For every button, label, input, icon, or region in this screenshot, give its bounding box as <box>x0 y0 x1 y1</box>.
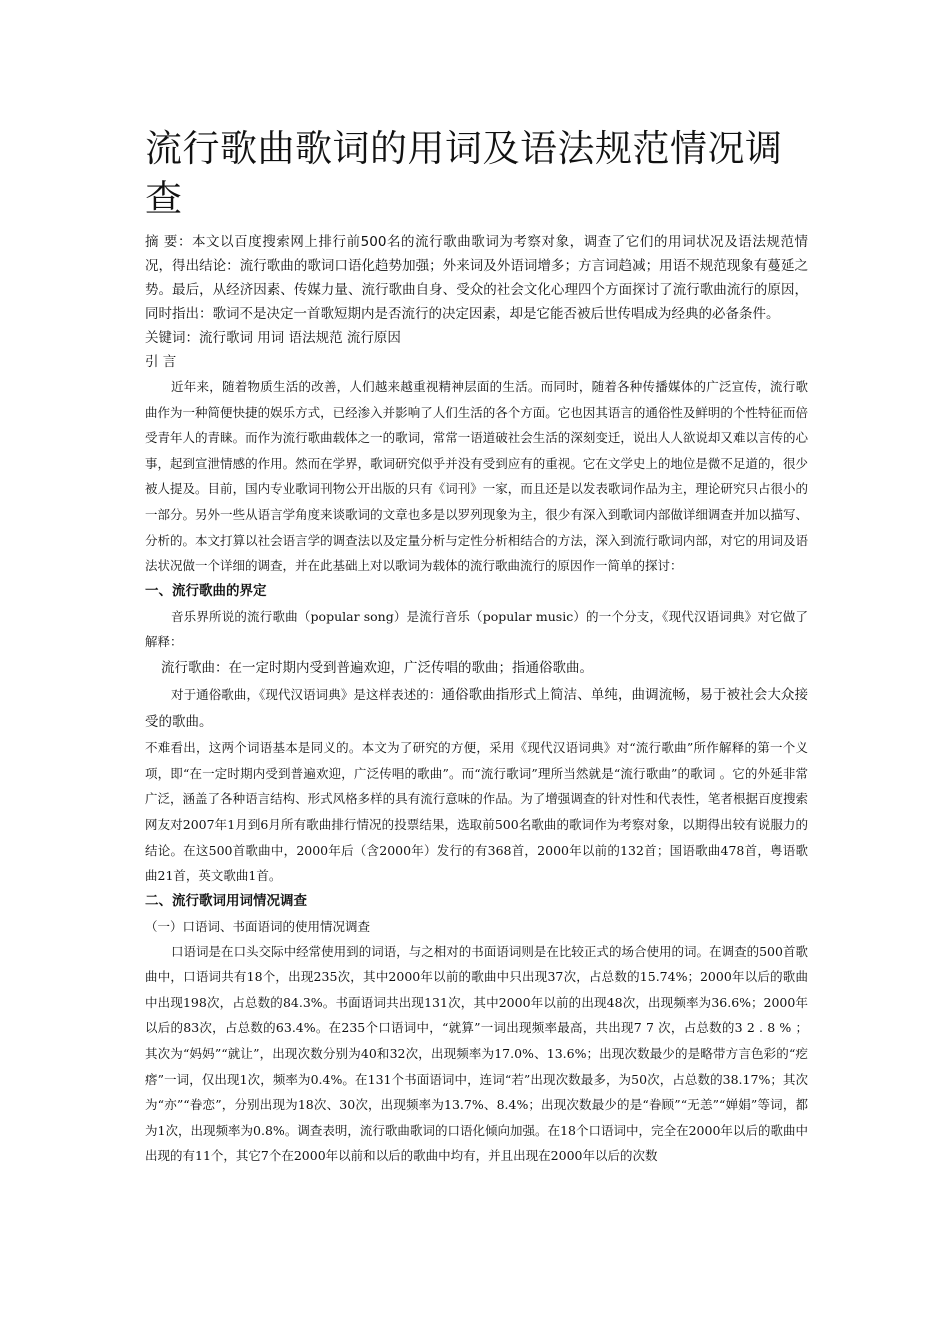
abstract: 摘 要：本文以百度搜索网上排行前500名的流行歌曲歌词为考察对象，调查了它们的用词状况及语法规范情况，得出结论：流行歌曲的歌词口语化趋势加强；外来词及外语词增多；方言词趋减；用语不规范现象有蔓延之势。最后，从经济因素、传媒力量、流行歌曲自身、受众的社会文化心理四个方面探讨了流行歌曲流行的原因，同时指出：歌词不是决定一首歌短期内是否流行的决定因素，却是它能否被后世传唱成为经典的必备条件。 <box>145 234 808 322</box>
page-title: 流行歌曲歌词的用词及语法规范情况调查 <box>145 127 783 220</box>
section2-heading: 二、流行歌词用词情况调查 <box>145 892 307 909</box>
section1-paragraph-1: 音乐界所说的流行歌曲（popular song）是流行音乐（popular music）的一个分支，《现代汉语词典》对它做了解释： <box>145 608 808 650</box>
section1-paragraph-2-lead: 对于通俗歌曲，《现代汉语词典》是这样表述的： <box>171 686 442 702</box>
intro-paragraph: 近年来，随着物质生活的改善，人们越来越重视精神层面的生活。而同时，随着各种传播媒体的广泛宣传，流行歌曲作为一种简便快捷的娱乐方式，已经渗入并影响了人们生活的各个方面。它也因其语言的通俗性及鲜明的个性特征而倍受青年人的青睐。而作为流行歌曲载体之一的歌词，常常一语道破社会生活的深刻变迁，说出人人欲说却又难以言传的心事，起到宣泄情感的作用。然而在学界，歌词研究似乎并没有受到应有的重视。它在文学史上的地位是微不足道的，很少被人提及。目前，国内专业歌词刊物公开出版的只有《词刊》一家，而且还是以发表歌词作品为主，理论研究只占很小的一部分。另外一些从语言学角度来谈歌词的文章也多是以罗列现象为主，很少有深入到歌词内部做详细调查并加以描写、分析的。本文打算以社会语言学的调查法以及定量分析与定性分析相结合的方法，深入到流行歌词内部，对它的用词及语法状况做一个详细的调查，并在此基础上对以歌词为载体的流行歌曲流行的原因作一简单的探讨： <box>145 379 808 574</box>
definition-quote: 流行歌曲：在一定时期内受到普遍欢迎，广泛传唱的歌曲；指通俗歌曲。 <box>161 659 593 676</box>
section1-paragraph-2 <box>145 682 808 735</box>
keywords: 关键词：流行歌词 用词 语法规范 流行原因 <box>145 330 401 346</box>
section1-heading: 一、流行歌曲的界定 <box>145 582 267 599</box>
section2-paragraph-1: 口语词是在口头交际中经常使用到的词语，与之相对的书面语词则是在比较正式的场合使用的词。在调查的500首歌曲中，口语词共有18个，出现235次，其中2000年以前的歌曲中只出现37次，占总数的15.74%；2000年以后的歌曲中出现198次，占总数的84.3%。书面语词共出现131次，其中2000年以前的出现48次，出现频率为36.6%；2000年以后的83次，占总数的63.4%。在235个口语词中，“就算”一词出现频率最高，共出现7 7 次，占总数的3 2 . 8 % ；其次为“妈妈”“就让”，出现次数分别为40和32次，出现频率为17.0%、13.6%；出现次数最少的是略带方言色彩的“疙瘩”一词，仅出现1次，频率为0.4%。在131个书面语词中，连词“若”出现次数最多，为50次，占总数的38.17%；其次为“亦”“眷恋”，分别出现为18次、30次，出现频率为13.7%、8.4%；出现次数最少的是“眷顾”“无恙”“婵娟”等词，都为1次，出现频率为0.8%。调查表明，流行歌曲歌词的口语化倾向加强。在18个口语词中，完全在2000年以后的歌曲中出现的有11个，其它7个在2000年以前和以后的歌曲中均有，并且出现在2000年以后的次数 <box>145 943 808 1164</box>
document-page <box>145 124 808 1169</box>
section1-paragraph-3: 不难看出，这两个词语基本是同义的。本文为了研究的方便，采用《现代汉语词典》对“流行歌曲”所作解释的第一个义项，即“在一定时期内受到普遍欢迎，广泛传唱的歌曲”。而“流行歌词”理所当然就是“流行歌曲”的歌词 。它的外延非常广泛，涵盖了各种语言结构、形式风格多样的具有流行意味的作品。为了增强调查的针对性和代表性，笔者根据百度搜索网友对2007年1月到6月所有歌曲排行情况的投票结果，选取前500名歌曲的歌词作为考察对象，以期得出较有说服力的结论。在这500首歌曲中，2000年后（含2000年）发行的有368首，2000年以前的132首；国语歌曲478首，粤语歌曲21首，英文歌曲1首。 <box>145 740 808 884</box>
intro-heading: 引 言 <box>145 354 177 370</box>
section2-subheading: （一）口语词、书面语词的使用情况调查 <box>145 918 371 934</box>
section1-paragraph-2-quote: 通俗歌曲指形式上简洁、单纯，曲调流畅，易于被社会大众接受的歌曲。 <box>145 686 808 730</box>
